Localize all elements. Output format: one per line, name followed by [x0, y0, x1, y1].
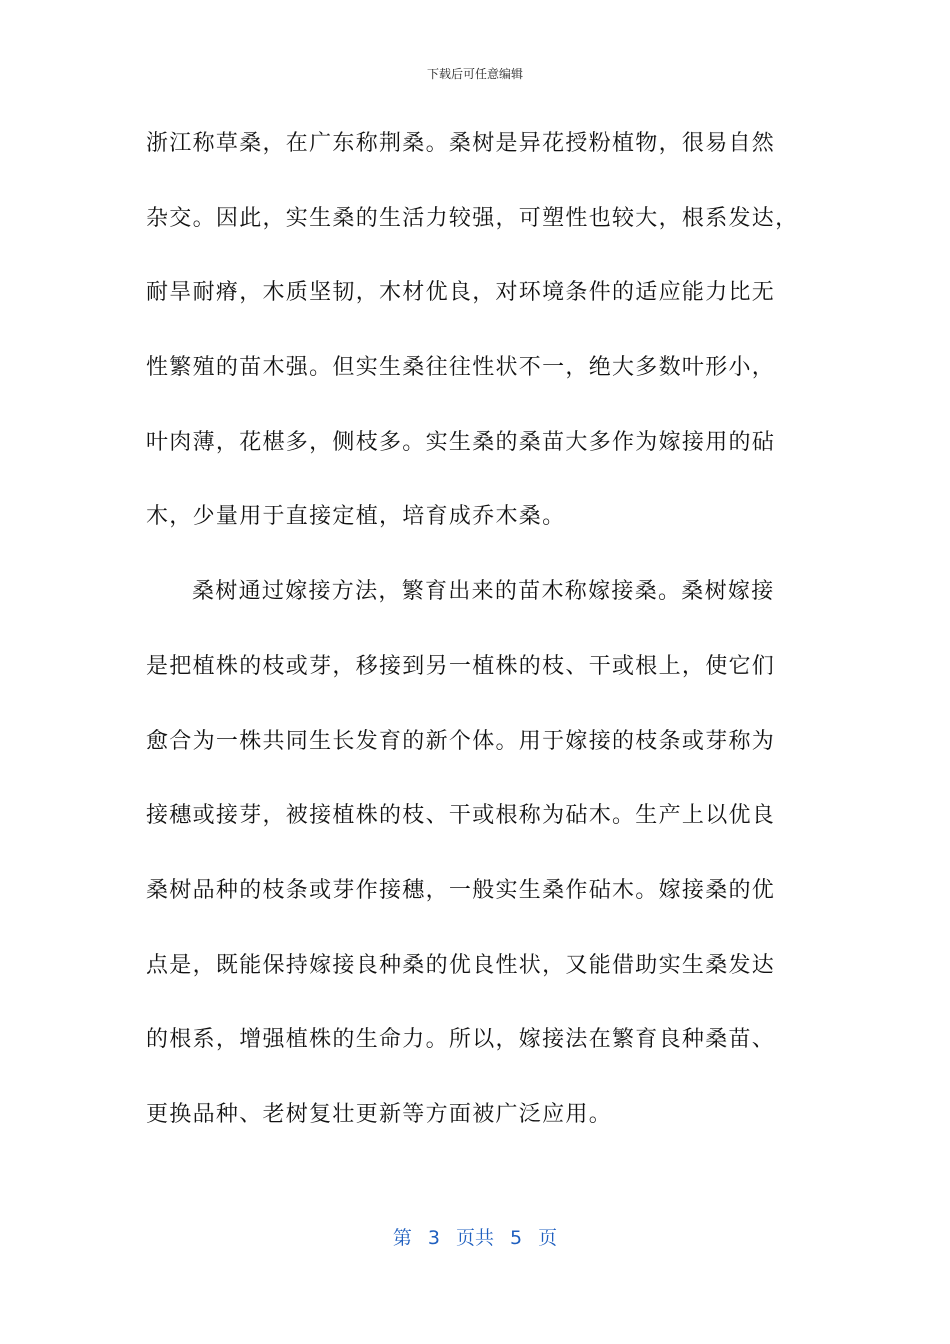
text-line: 是把植株的枝或芽，移接到另一植株的枝、干或根上，使它们 [146, 653, 776, 679]
footer-suffix: 页 [538, 1227, 558, 1249]
header-note: 下载后可任意编辑 [426, 67, 523, 81]
page-footer [0, 1223, 950, 1253]
text-line: 桑树品种的枝条或芽作接穗，一般实生桑作砧木。嫁接桑的优 [146, 877, 776, 903]
text-line: 的根系，增强植株的生命力。所以，嫁接法在繁育良种桑苗、 [146, 1027, 776, 1053]
text-line: 点是，既能保持嫁接良种桑的优良性状，又能借助实生桑发达 [146, 952, 776, 978]
body-text [146, 122, 826, 1168]
text-line: 接穗或接芽，被接植株的枝、干或根称为砧木。生产上以优良 [146, 803, 776, 829]
current-page-number: 3 [427, 1227, 440, 1249]
footer-middle: 页共 [455, 1227, 494, 1249]
text-line: 耐旱耐瘠，木质坚韧，木材优良，对环境条件的适应能力比无 [146, 280, 776, 306]
text-line: 木，少量用于直接定植，培育成乔木桑。 [146, 504, 566, 530]
total-pages-number: 5 [510, 1227, 523, 1249]
text-line: 更换品种、老树复壮更新等方面被广泛应用。 [146, 1101, 613, 1127]
text-line: 叶肉薄，花椹多，侧枝多。实生桑的桑苗大多作为嫁接用的砧 [146, 429, 776, 455]
text-line: 杂交。因此，实生桑的生活力较强，可塑性也较大，根系发达， [146, 205, 799, 231]
text-line: 愈合为一株共同生长发育的新个体。用于嫁接的枝条或芽称为 [146, 728, 776, 754]
footer-prefix: 第 [392, 1227, 412, 1249]
text-line: 性繁殖的苗木强。但实生桑往往性状不一，绝大多数叶形小， [146, 355, 776, 381]
text-line: 浙江称草桑，在广东称荆桑。桑树是异花授粉植物，很易自然 [146, 131, 776, 156]
paragraph-first-line: 桑树通过嫁接方法，繁育出来的苗木称嫁接桑。桑树嫁接 [192, 579, 775, 605]
